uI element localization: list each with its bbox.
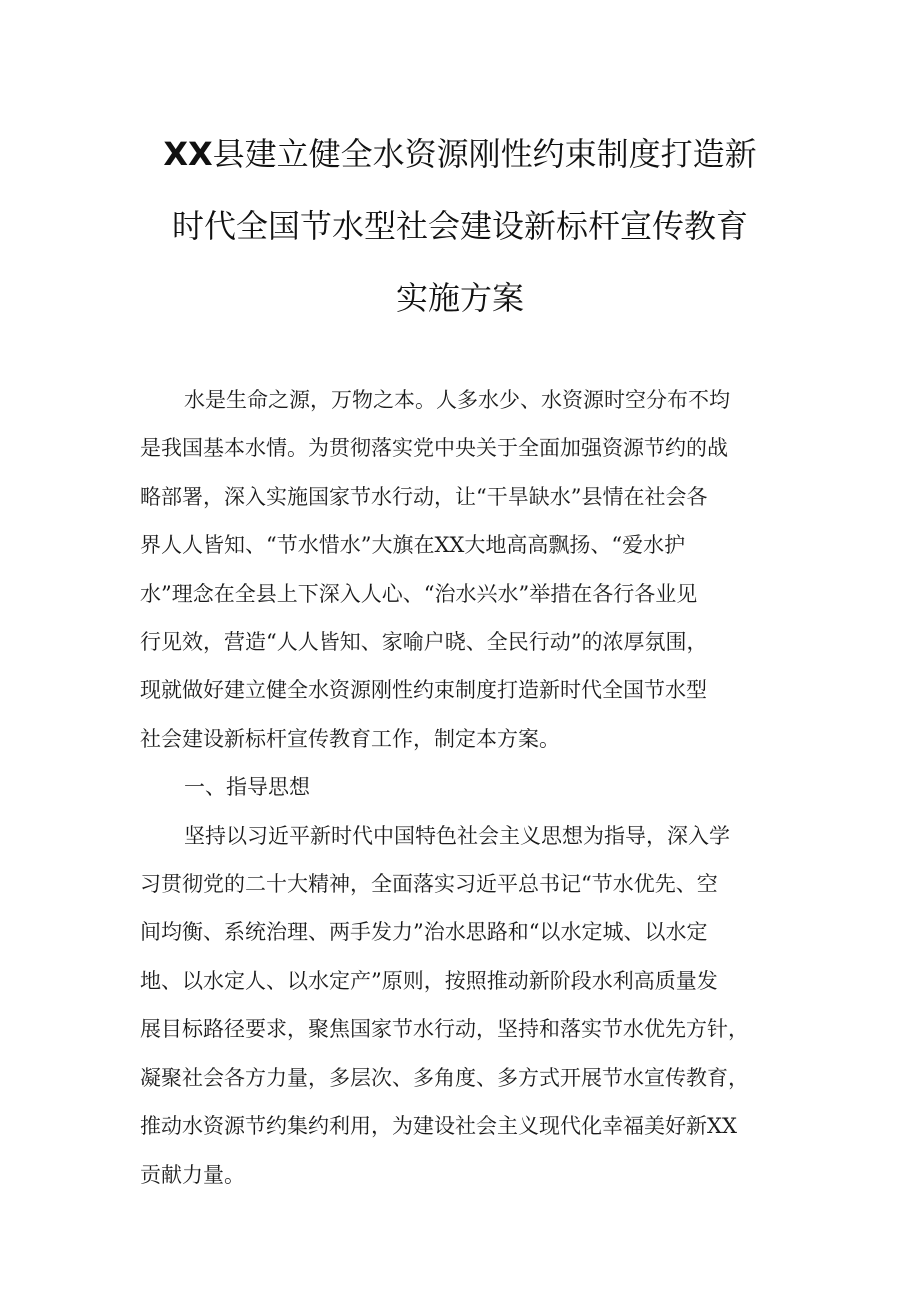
intro-paragraph bbox=[140, 376, 790, 763]
section-line: 推动水资源节约集约利用，为建设社会主义现代化幸福美好新XX bbox=[140, 1114, 737, 1139]
title-line-1 bbox=[110, 118, 810, 190]
title-line-1-text: 县建立健全水资源刚性约束制度打造新 bbox=[212, 135, 757, 173]
document-body bbox=[140, 376, 790, 1199]
intro-line: 是我国基本水情。为贯彻落实党中央关于全面加强资源节约的战 bbox=[140, 436, 728, 461]
section-line: 地、以水定人、以水定产”原则，按照推动新阶段水利高质量发 bbox=[140, 968, 718, 993]
section-line: 凝聚社会各方力量，多层次、多角度、多方式开展节水宣传教育， bbox=[140, 1065, 749, 1090]
intro-line: 水是生命之源，万物之本。人多水少、水资源时空分布不均 bbox=[184, 388, 730, 412]
section-line: 贡献力量。 bbox=[140, 1162, 245, 1187]
intro-line: 界人人皆知、“节水惜水”大旗在XX大地高高飘扬、“爱水护 bbox=[140, 533, 686, 558]
title-line-3: 实施方案 bbox=[395, 279, 524, 317]
title-line-2: 时代全国节水型社会建设新标杆宣传教育 bbox=[171, 207, 748, 245]
section-line: 间均衡、系统治理、两手发力”治水思路和“以水定城、以水定 bbox=[140, 920, 708, 945]
guiding-ideology-paragraph bbox=[140, 812, 790, 1199]
intro-line: 现就做好建立健全水资源刚性约束制度打造新时代全国节水型 bbox=[140, 678, 707, 703]
section-line: 展目标路径要求，聚焦国家节水行动，坚持和落实节水优先方针， bbox=[140, 1017, 749, 1042]
section-line: 习贯彻党的二十大精神，全面落实习近平总书记“节水优先、空 bbox=[140, 872, 718, 897]
intro-line: 水”理念在全县上下深入人心、“治水兴水”举措在各行各业见 bbox=[140, 581, 698, 606]
section-heading-guiding-ideology: 一、指导思想 bbox=[184, 775, 310, 800]
document-title bbox=[110, 118, 810, 334]
section-line: 坚持以习近平新时代中国特色社会主义思想为指导，深入学 bbox=[184, 823, 730, 848]
intro-line: 社会建设新标杆宣传教育工作，制定本方案。 bbox=[140, 726, 560, 751]
intro-line: 略部署，深入实施国家节水行动，让“干旱缺水”县情在社会各 bbox=[140, 484, 708, 509]
title-county-placeholder: XX bbox=[163, 135, 213, 173]
intro-line: 行见效，营造“人人皆知、家喻户晓、全民行动”的浓厚氛围， bbox=[140, 630, 708, 655]
